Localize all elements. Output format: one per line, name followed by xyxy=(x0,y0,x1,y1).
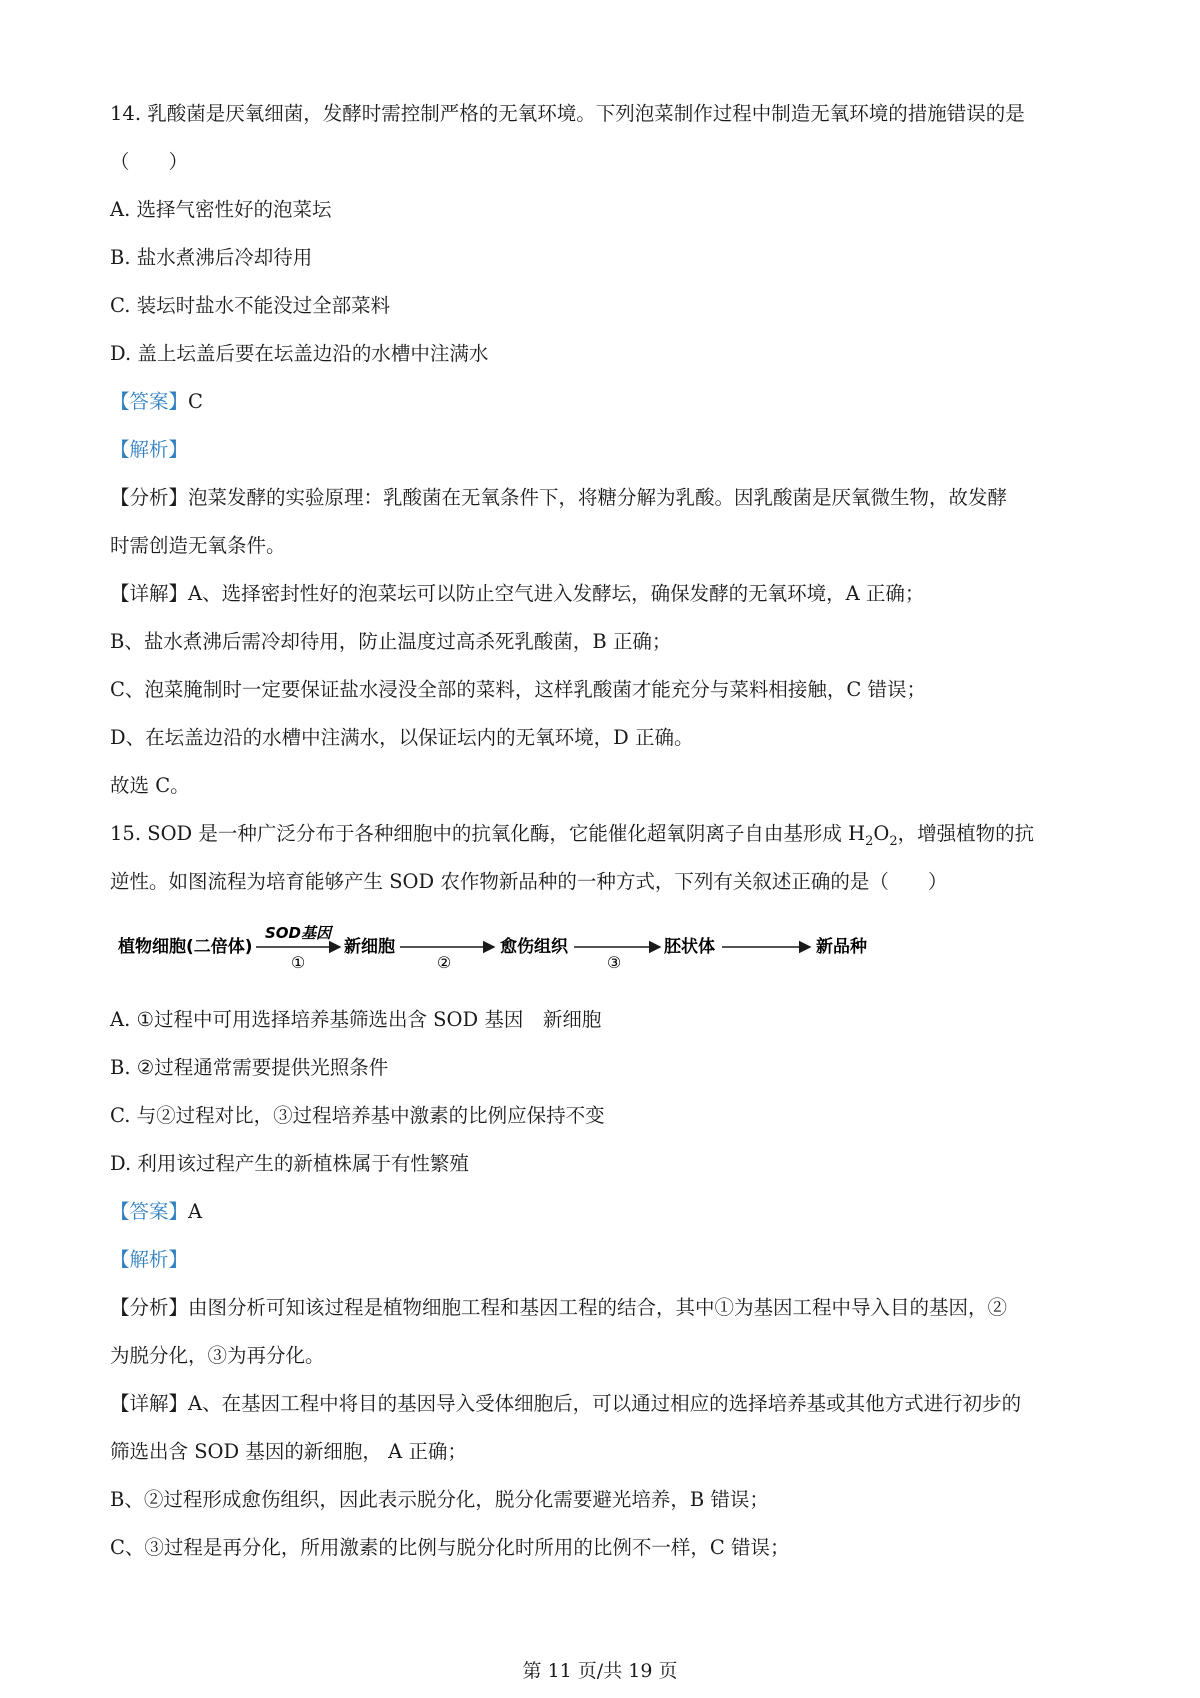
q15-detail-a1: A、在基因工程中将目的基因导入受体细胞后，可以通过相应的选择培养基或其他方式进行初步的 xyxy=(188,1392,1022,1415)
q15-analysis-heading xyxy=(110,1246,1110,1274)
q15-stem-line-2: 逆性。如图流程为培育能够产生 SOD 农作物新品种的一种方式，下列有关叙述正确的是（ ） xyxy=(110,870,948,893)
q14-option-d: D. 盖上坛盖后要在坛盖边沿的水槽中注满水 xyxy=(110,342,489,365)
q15-detail-line-a1 xyxy=(110,1390,1110,1418)
q15-answer-value: A xyxy=(188,1200,203,1223)
q15-option-b: B. ②过程通常需要提供光照条件 xyxy=(110,1056,389,1079)
q15-detail-a2: 筛选出含 SOD 基因的新细胞， A 正确； xyxy=(110,1440,467,1463)
q15-detail-b: B、②过程形成愈伤组织，因此表示脱分化，脱分化需要避光培养，B 错误； xyxy=(110,1488,769,1511)
q15-stem-part-1: 15. SOD 是一种广泛分布于各种细胞中的抗氧化酶，它能催化超氧阴离子自由基形成 H xyxy=(110,822,866,845)
flow-arrow-1-label: SOD基因 xyxy=(264,924,332,942)
detail-tag: 【详解】 xyxy=(110,582,189,605)
analysis-tag: 【解析】 xyxy=(110,1248,189,1271)
q14-option-a: A. 选择气密性好的泡菜坛 xyxy=(110,198,332,221)
q14-answer-line xyxy=(110,388,1110,416)
q14-fenxi-line-2: 时需创造无氧条件。 xyxy=(110,534,286,557)
q15-stem-line-1 xyxy=(110,820,1110,848)
flow-node-new-cell: 新细胞 xyxy=(344,937,395,957)
q15-option-d: D. 利用该过程产生的新植株属于有性繁殖 xyxy=(110,1152,469,1175)
fenxi-tag: 【分析】 xyxy=(110,1296,189,1319)
flow-node-callus: 愈伤组织 xyxy=(500,937,568,957)
subscript-2: 2 xyxy=(865,833,874,849)
flow-step-3: ③ xyxy=(606,953,622,972)
subscript-2: 2 xyxy=(889,833,898,849)
fenxi-tag: 【分析】 xyxy=(110,486,189,509)
q14-stem-line-2: （ ） xyxy=(110,150,189,173)
q14-detail-line-a xyxy=(110,580,1110,608)
q14-analysis-heading xyxy=(110,436,1110,464)
process-flow-diagram xyxy=(118,918,958,974)
q15-option-a: A. ①过程中可用选择培养基筛选出含 SOD 基因 新细胞 xyxy=(110,1008,602,1031)
q14-detail-b: B、盐水煮沸后需冷却待用，防止温度过高杀死乳酸菌，B 正确； xyxy=(110,630,672,653)
q14-answer-value: C xyxy=(188,390,203,413)
q14-option-b: B. 盐水煮沸后冷却待用 xyxy=(110,246,313,269)
q14-fenxi-line-1 xyxy=(110,484,1110,512)
answer-tag: 【答案】 xyxy=(110,390,189,413)
analysis-tag: 【解析】 xyxy=(110,438,189,461)
q14-stem-line-1: 14. 乳酸菌是厌氧细菌，发酵时需控制严格的无氧环境。下列泡菜制作过程中制造无氧环境的措施错误的是 xyxy=(110,102,1025,125)
flow-step-1: ① xyxy=(290,953,306,972)
q14-detail-c: C、泡菜腌制时一定要保证盐水浸没全部的菜料，这样乳酸菌才能充分与菜料相接触，C 错误； xyxy=(110,678,927,701)
q15-fenxi-line-1 xyxy=(110,1294,1110,1322)
q14-detail-d: D、在坛盖边沿的水槽中注满水，以保证坛内的无氧环境，D 正确。 xyxy=(110,726,694,749)
q15-stem-part-3: ，增强植物的抗 xyxy=(897,822,1035,845)
q14-detail-a: A、选择密封性好的泡菜坛可以防止空气进入发酵坛，确保发酵的无氧环境，A 正确； xyxy=(188,582,925,605)
q15-answer-line xyxy=(110,1198,1110,1226)
flow-node-new-variety: 新品种 xyxy=(816,937,867,957)
q14-option-c: C. 装坛时盐水不能没过全部菜料 xyxy=(110,294,391,317)
flow-step-2: ② xyxy=(436,953,452,972)
q15-option-c: C. 与②过程对比，③过程培养基中激素的比例应保持不变 xyxy=(110,1104,605,1127)
page-footer: 第 11 页/共 19 页 xyxy=(522,1660,678,1682)
q15-stem-part-2: O xyxy=(873,822,890,845)
q14-fenxi-text-1: 泡菜发酵的实验原理：乳酸菌在无氧条件下，将糖分解为乳酸。因乳酸菌是厌氧微生物，故发酵 xyxy=(188,486,1008,509)
q14-conclusion: 故选 C。 xyxy=(110,774,190,797)
flow-node-embryoid: 胚状体 xyxy=(664,937,715,957)
q15-fenxi-text-1: 由图分析可知该过程是植物细胞工程和基因工程的结合，其中①为基因工程中导入目的基因，② xyxy=(188,1296,1008,1319)
answer-tag: 【答案】 xyxy=(110,1200,189,1223)
flow-node-plant-cell: 植物细胞(二倍体) xyxy=(118,937,253,957)
detail-tag: 【详解】 xyxy=(110,1392,189,1415)
q15-fenxi-line-2: 为脱分化，③为再分化。 xyxy=(110,1344,325,1367)
q15-detail-c: C、③过程是再分化，所用激素的比例与脱分化时所用的比例不一样，C 错误； xyxy=(110,1536,790,1559)
